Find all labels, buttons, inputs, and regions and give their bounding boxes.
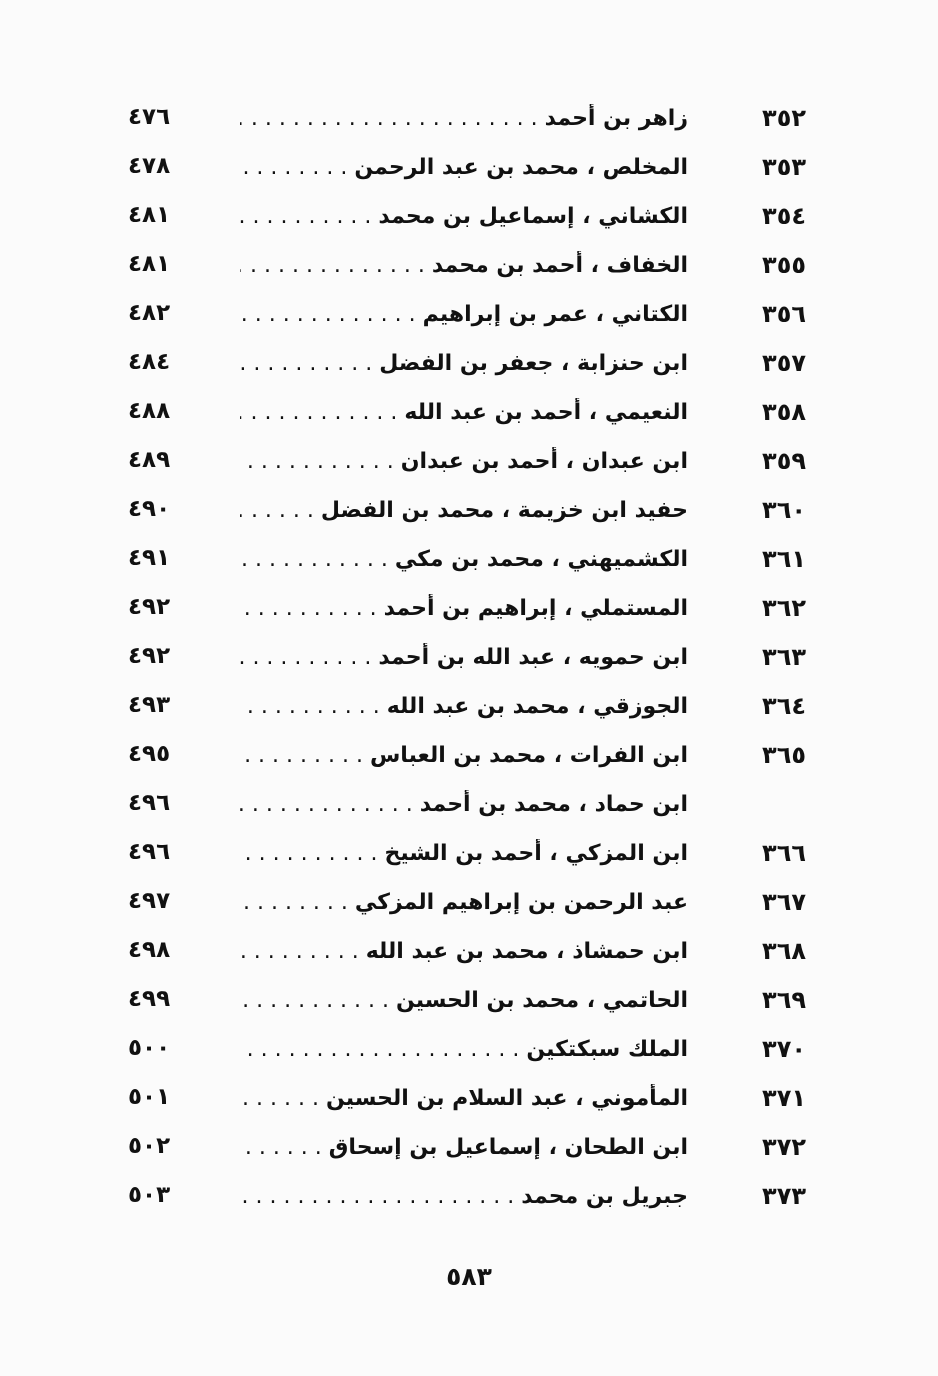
entry-page: ٤٩٦ [128, 839, 171, 865]
entry-page: ٤٩٢ [128, 594, 171, 620]
entry-title: ابن الطحان ، إسماعيل بن إسحاق . . . [240, 1133, 688, 1163]
entry-page: ٤٧٨ [128, 153, 171, 179]
toc-row [0, 537, 938, 586]
entry-title: ابن حماد ، محمد بن أحمد . . . [240, 790, 688, 820]
entry-page: ٤٨١ [128, 251, 171, 277]
toc-row [0, 488, 938, 537]
entry-title: حفيد ابن خزيمة ، محمد بن الفضل . . . [240, 496, 688, 526]
entry-title: جبريل بن محمد . . . [240, 1182, 688, 1212]
entry-title: ابن حنزابة ، جعفر بن الفضل . . . [240, 349, 688, 379]
entry-page: ٤٨١ [128, 202, 171, 228]
entry-number: ٣٧٢ [762, 1133, 806, 1161]
toc-row [0, 782, 938, 831]
entry-page: ٤٩٣ [128, 692, 171, 718]
toc-row [0, 439, 938, 488]
toc-row [0, 1174, 938, 1223]
toc-row [0, 929, 938, 978]
entry-page: ٤٩٧ [128, 888, 171, 914]
toc-row [0, 978, 938, 1027]
entry-number: ٣٦٦ [762, 839, 806, 867]
toc-row [0, 194, 938, 243]
entry-title: عبد الرحمن بن إبراهيم المزكي . . . [240, 888, 688, 918]
entry-page: ٤٧٦ [128, 104, 171, 130]
entry-number: ٣٦٩ [762, 986, 806, 1014]
toc-row [0, 684, 938, 733]
toc-row [0, 733, 938, 782]
entry-number: ٣٥٢ [762, 104, 806, 132]
entry-number: ٣٥٦ [762, 300, 806, 328]
entry-page: ٤٨٢ [128, 300, 171, 326]
toc-row [0, 145, 938, 194]
entry-number: ٣٥٤ [762, 202, 806, 230]
entry-number: ٣٦٧ [762, 888, 806, 916]
entry-page: ٤٨٩ [128, 447, 171, 473]
entry-title: المستملي ، إبراهيم بن أحمد . . . [240, 594, 688, 624]
entry-title: ابن المزكي ، أحمد بن الشيخ . . . [240, 839, 688, 869]
toc-row [0, 880, 938, 929]
entry-title: المخلص ، محمد بن عبد الرحمن . . . [240, 153, 688, 183]
toc-row [0, 586, 938, 635]
entry-number: ٣٥٣ [762, 153, 806, 181]
entry-page: ٥٠٣ [128, 1182, 171, 1208]
entry-number: ٣٥٥ [762, 251, 806, 279]
toc-row [0, 243, 938, 292]
toc-row [0, 1027, 938, 1076]
entry-number: ٣٦١ [762, 545, 806, 573]
entry-number: ٣٥٧ [762, 349, 806, 377]
entry-title: الخفاف ، أحمد بن محمد . . . [240, 251, 688, 281]
entry-title: الكتاني ، عمر بن إبراهيم . . . [240, 300, 688, 330]
toc-row [0, 390, 938, 439]
toc-row [0, 292, 938, 341]
entry-page: ٤٩٠ [128, 496, 171, 522]
entry-title: النعيمي ، أحمد بن عبد الله . . . [240, 398, 688, 428]
entry-page: ٤٨٤ [128, 349, 171, 375]
entry-title: المأموني ، عبد السلام بن الحسين . . . [240, 1084, 688, 1114]
entry-page: ٤٩٩ [128, 986, 171, 1012]
entry-title: ابن الفرات ، محمد بن العباس . . . [240, 741, 688, 771]
toc-row [0, 635, 938, 684]
entry-page: ٤٩٦ [128, 790, 171, 816]
toc-list [0, 96, 938, 1223]
toc-row [0, 96, 938, 145]
entry-number: ٣٧٠ [762, 1035, 806, 1063]
entry-title: ابن حمشاذ ، محمد بن عبد الله . . . [240, 937, 688, 967]
entry-number: ٣٥٨ [762, 398, 806, 426]
entry-page: ٤٩٥ [128, 741, 171, 767]
entry-page: ٤٩٢ [128, 643, 171, 669]
toc-row [0, 1125, 938, 1174]
entry-title: الجوزقي ، محمد بن عبد الله . . . [240, 692, 688, 722]
entry-number: ٣٧٣ [762, 1182, 806, 1210]
entry-page: ٤٩٨ [128, 937, 171, 963]
entry-title: الكشاني ، إسماعيل بن محمد . . . [240, 202, 688, 232]
entry-title: ابن حمويه ، عبد الله بن أحمد . . . [240, 643, 688, 673]
entry-page: ٤٩١ [128, 545, 171, 571]
toc-row [0, 831, 938, 880]
entry-page: ٥٠٠ [128, 1035, 171, 1061]
entry-title: زاهر بن أحمد . . . [240, 104, 688, 134]
toc-row [0, 1076, 938, 1125]
entry-number: ٣٦٤ [762, 692, 806, 720]
entry-page: ٤٨٨ [128, 398, 171, 424]
entry-title: ابن عبدان ، أحمد بن عبدان . . . [240, 447, 688, 477]
entry-number: ٣٦٢ [762, 594, 806, 622]
entry-number: ٣٧١ [762, 1084, 806, 1112]
entry-number: ٣٦٠ [762, 496, 806, 524]
entry-number: ٣٦٣ [762, 643, 806, 671]
entry-number: ٣٦٨ [762, 937, 806, 965]
page-number: ٥٨٣ [446, 1262, 492, 1291]
entry-page: ٥٠٢ [128, 1133, 171, 1159]
entry-page: ٥٠١ [128, 1084, 171, 1110]
entry-number: ٣٥٩ [762, 447, 806, 475]
entry-title: الكشميهني ، محمد بن مكي . . . [240, 545, 688, 575]
entry-title: الملك سبكتكين . . . [240, 1035, 688, 1065]
entry-title: الحاتمي ، محمد بن الحسين . . . [240, 986, 688, 1016]
toc-row [0, 341, 938, 390]
entry-number: ٣٦٥ [762, 741, 806, 769]
